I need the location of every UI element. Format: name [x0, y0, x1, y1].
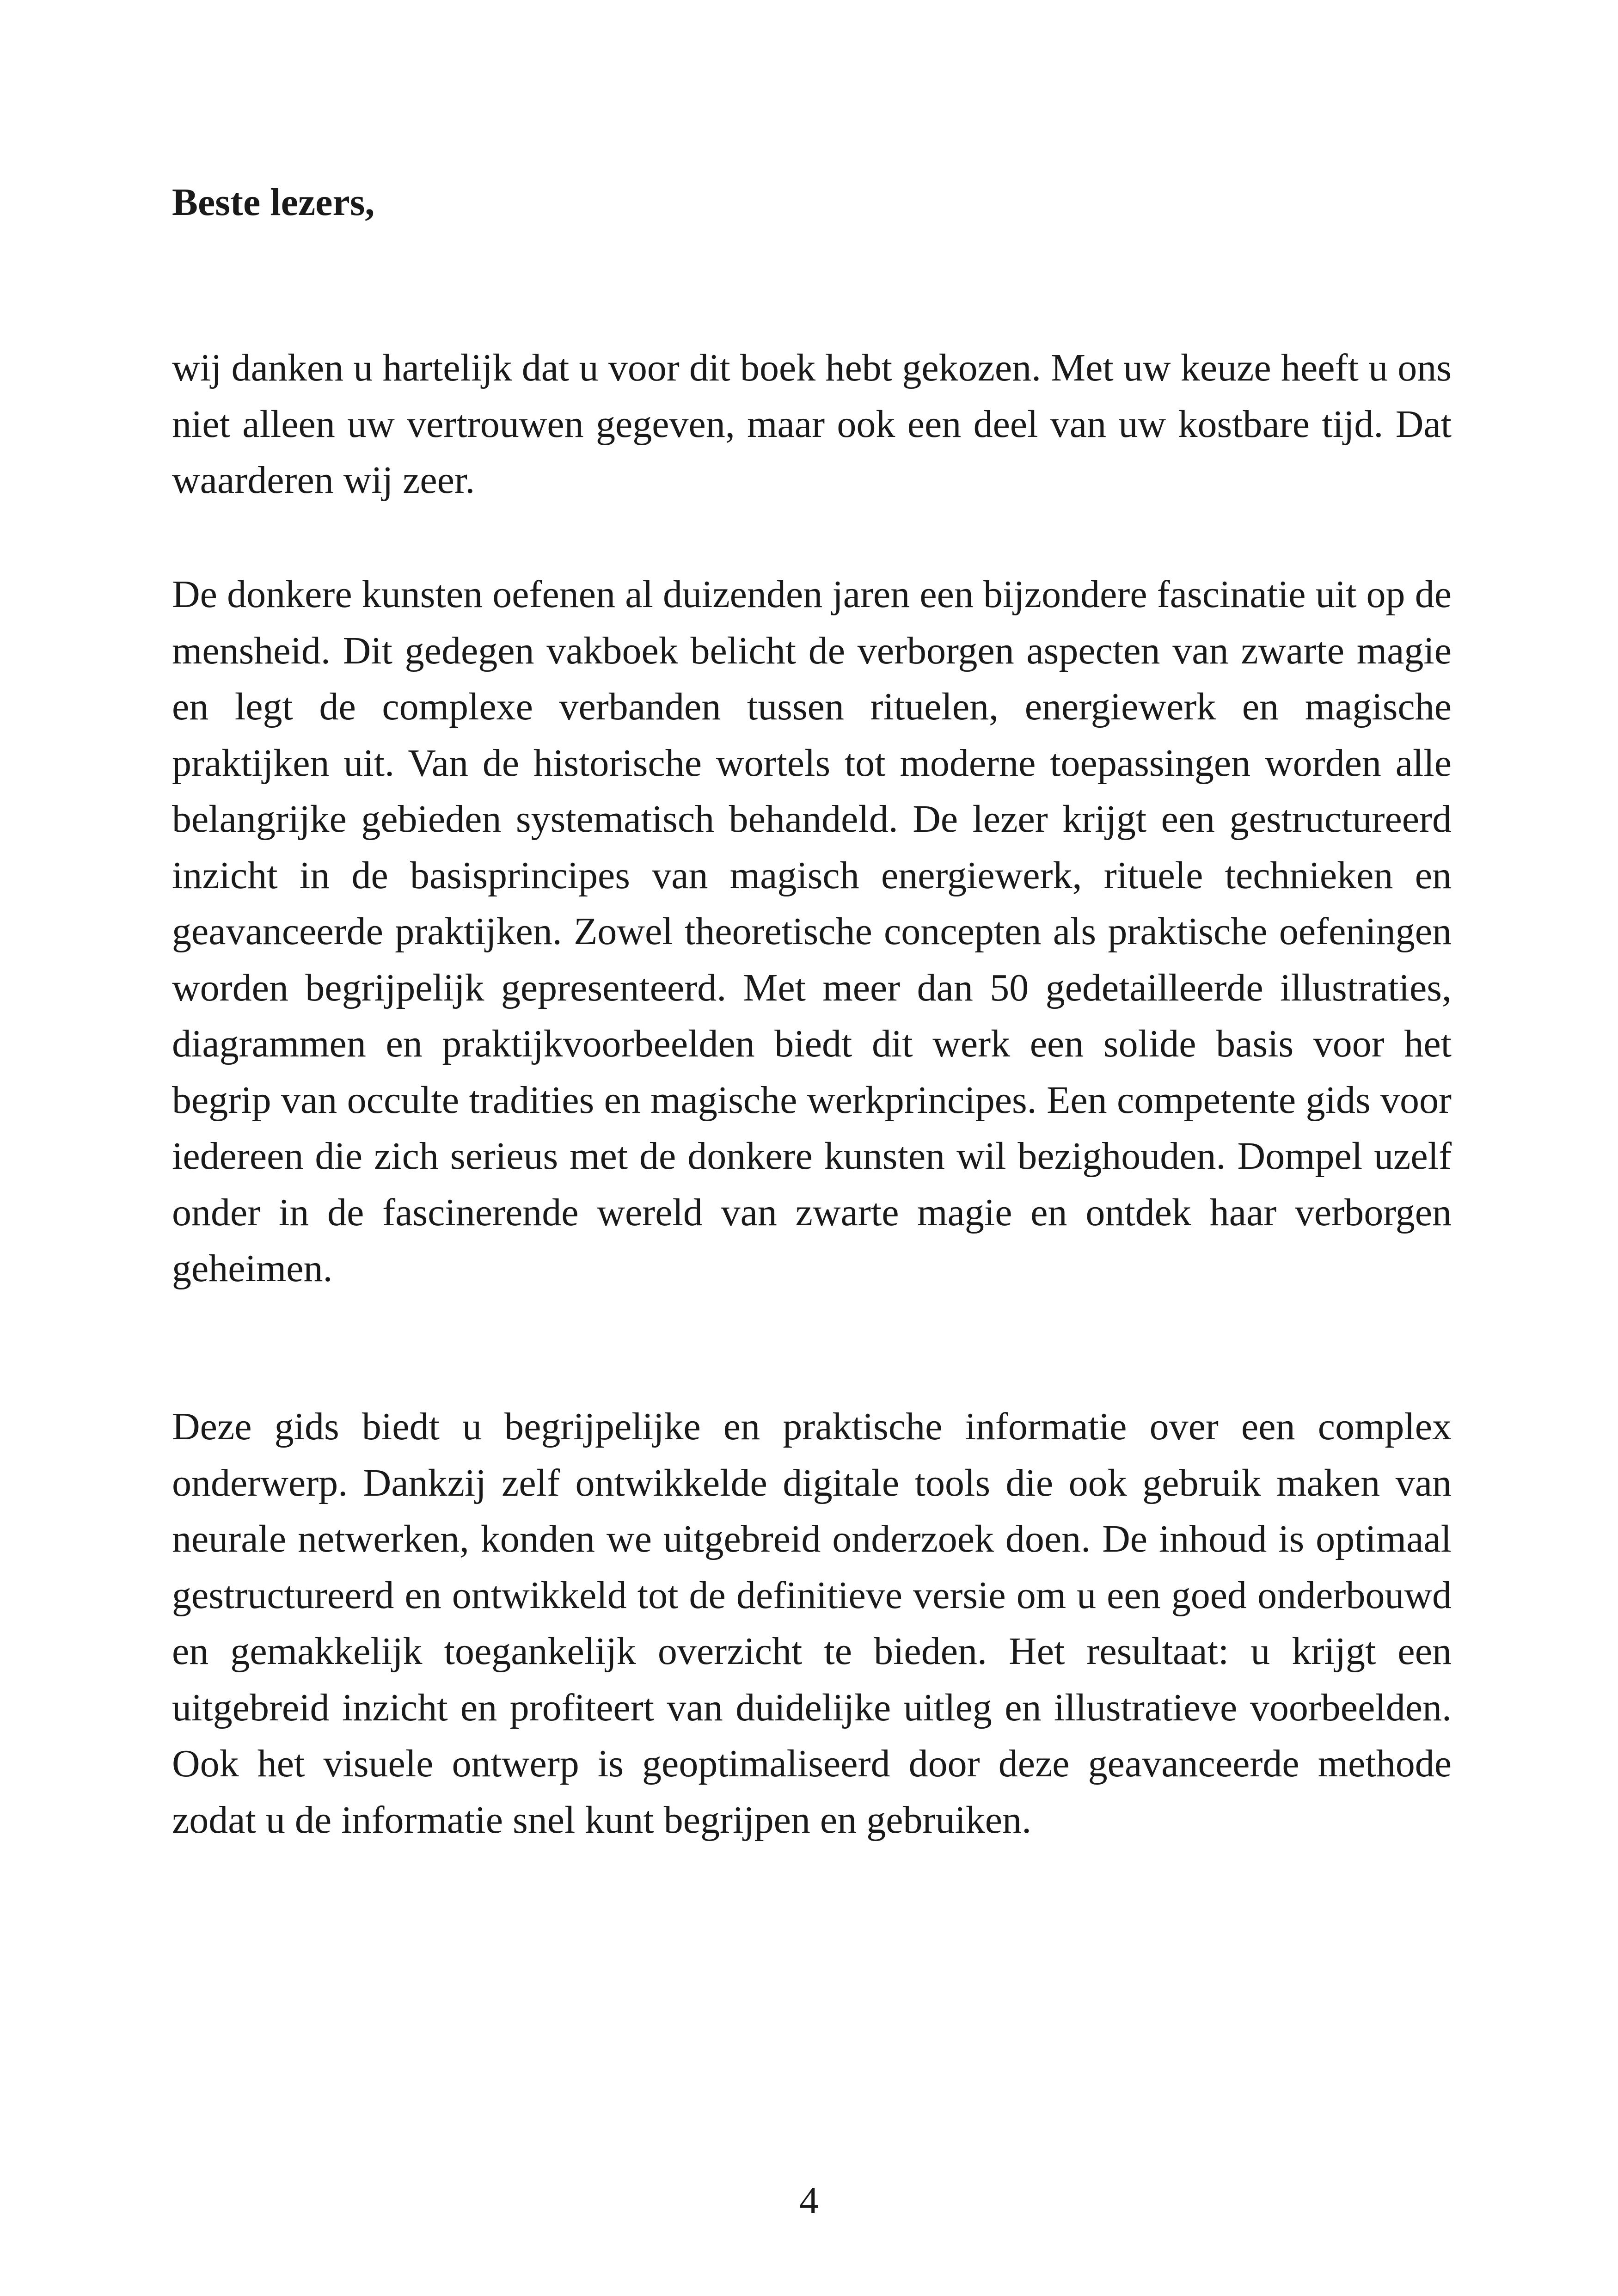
- page-number: 4: [799, 2179, 819, 2222]
- paragraph-thanks: wij danken u hartelijk dat u voor dit boek hebt gekozen. Met uw keuze heeft u ons niet alleen uw vertrouwen gegeven, maar ook een deel van uw kostbare tijd. Dat waarderen wij zeer.: [172, 346, 1452, 502]
- salutation-heading: Beste lezers,: [172, 181, 375, 224]
- paragraph-book-description: De donkere kunsten oefenen al duizenden jaren een bijzondere fascinatie uit op de mensheid. Dit gedegen vakboek belicht de verborgen aspecten van zwarte magie en legt de complexe verbanden tussen rituelen, energiewerk en magische praktijken uit. Van de historische wortels tot moderne toepassingen worden alle belangrijke gebieden systematisch behandeld. De lezer krijgt een gestructureerd inzicht in de basisprincipes van magisch energiewerk, rituele technieken en geavanceerde praktijken. Zowel theoretische concepten als praktische oefeningen worden begrijpelijk gepresenteerd. Met meer dan 50 gedetailleerde illustraties, diagrammen en praktijkvoorbeelden biedt dit werk een solide basis voor het begrip van occulte tradities en magische werkprincipes. Een competente gids voor iedereen die zich serieus met de donkere kunsten wil bezighouden. Dompel uzelf onder in de fascinerende wereld van zwarte magie en ontdek haar verborgen geheimen.: [172, 573, 1452, 1290]
- paragraph-guide-info: Deze gids biedt u begrijpelijke en praktische informatie over een complex onderwerp. Dankzij zelf ontwikkelde digitale tools die ook gebruik maken van neurale netwerken, konden we uitgebreid onderzoek doen. De inhoud is optimaal gestructureerd en ontwikkeld tot de definitieve versie om u een goed onderbouwd en gemakkelijk toegankelijk overzicht te bieden. Het resultaat: u krijgt een uitgebreid inzicht en profiteert van duidelijke uitleg en illustratieve voorbeelden. Ook het visuele ontwerp is geoptimaliseerd door deze geavanceerde methode zodat u de informatie snel kunt begrijpen en gebruiken.: [172, 1405, 1452, 1842]
